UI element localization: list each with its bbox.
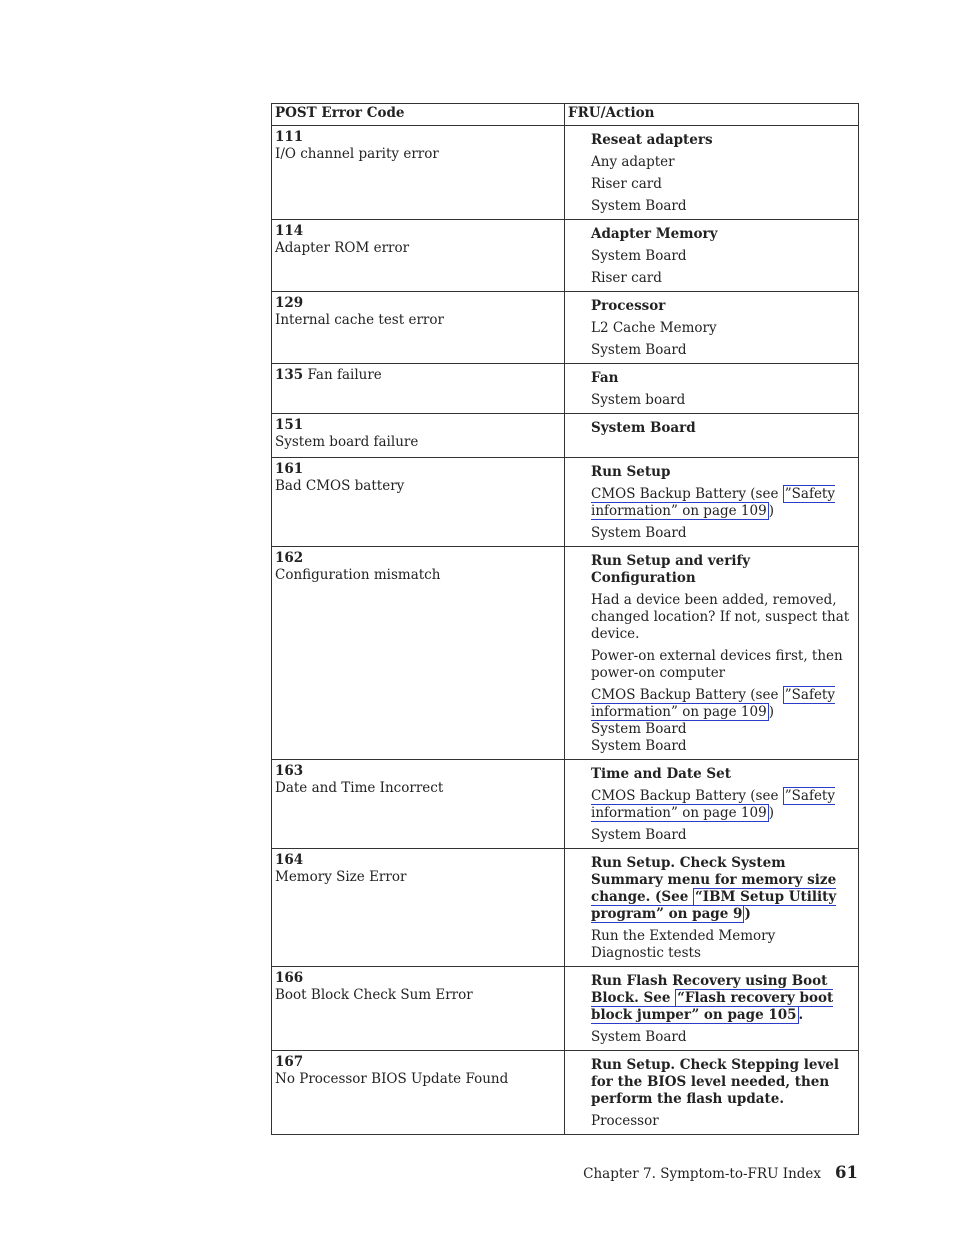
table-row [272,547,859,760]
fru-action-item [591,392,852,409]
fru-action-item [591,1057,852,1108]
table-row [272,760,859,849]
cross-reference-link[interactable]: “IBM Setup Utility program” on page 9 [591,889,837,922]
fru-action-item [591,1113,852,1130]
action-text: Reseat adapters [591,132,713,148]
column-header-code: POST Error Code [272,104,565,126]
fru-action-cell [565,849,859,967]
table-row [272,967,859,1051]
fru-action-item [591,370,852,387]
table-row [272,292,859,364]
action-text-suffix: ) [768,503,774,519]
action-text: System Board [591,525,687,541]
fru-action-item [591,176,852,193]
error-description: Configuration mismatch [275,567,441,583]
fru-action-item [591,553,852,587]
action-text: System Board [591,198,687,214]
action-text: System Board [591,420,696,436]
error-code-cell [272,760,565,849]
action-text: Run Setup and verify Configuration [591,553,751,586]
error-code: 166 [275,970,304,986]
error-code: 164 [275,852,304,868]
error-description: Memory Size Error [275,869,407,885]
cross-reference-link[interactable]: ”Safety information” on page 109 [591,687,835,720]
error-code: 135 [275,367,304,383]
error-code: 114 [275,223,304,239]
error-description: No Processor BIOS Update Found [275,1071,509,1087]
fru-action-item [591,320,852,337]
action-text: CMOS Backup Battery (see [591,788,783,804]
column-header-action: FRU/Action [565,104,859,126]
error-description: I/O channel parity error [275,146,439,162]
error-description: Boot Block Check Sum Error [275,987,473,1003]
error-code: 111 [275,129,304,145]
action-text: Processor [591,1113,659,1129]
fru-action-item [591,464,852,481]
action-text: Processor [591,298,666,314]
fru-action-cell [565,220,859,292]
error-code-cell [272,292,565,364]
table-row [272,364,859,414]
action-text: L2 Cache Memory [591,320,717,336]
action-text: System Board [591,721,687,737]
action-text: System Board [591,1029,687,1045]
fru-action-cell [565,126,859,220]
fru-action-cell [565,967,859,1051]
error-code-cell [272,849,565,967]
fru-action-item [591,738,852,755]
error-description: Date and Time Incorrect [275,780,444,796]
fru-action-item [591,226,852,243]
fru-action-cell [565,547,859,760]
error-code: 151 [275,417,304,433]
fru-action-item [591,270,852,287]
fru-action-item [591,721,852,738]
table-row [272,220,859,292]
fru-action-item [591,525,852,542]
post-error-table [271,103,859,1135]
error-description: Internal cache test error [275,312,444,328]
action-text: Adapter Memory [591,226,718,242]
table-row [272,458,859,547]
action-text: CMOS Backup Battery (see [591,486,783,502]
fru-action-item [591,132,852,149]
fru-action-cell [565,1051,859,1135]
action-text: Any adapter [591,154,675,170]
cross-reference-link[interactable]: ”Safety information” on page 109 [591,788,835,821]
fru-action-item [591,486,852,520]
error-code-cell [272,547,565,760]
action-text-suffix: ) [768,704,774,720]
error-code-cell [272,967,565,1051]
error-code-cell [272,414,565,458]
fru-action-cell [565,760,859,849]
action-text: System Board [591,248,687,264]
fru-action-item [591,298,852,315]
error-code: 167 [275,1054,304,1070]
fru-action-item [591,687,852,721]
error-description: System board failure [275,434,419,450]
fru-action-item [591,973,852,1024]
action-text: Run the Extended Memory Diagnostic tests [591,928,776,961]
action-text: Fan [591,370,619,386]
fru-action-item [591,342,852,359]
fru-action-item [591,928,852,962]
fru-action-item [591,154,852,171]
page-footer [583,1163,858,1182]
error-description: Fan failure [307,367,382,383]
page-number: 61 [835,1163,858,1182]
action-text: Riser card [591,176,662,192]
action-text-suffix: . [798,1007,804,1023]
error-code-cell [272,1051,565,1135]
action-text: CMOS Backup Battery (see [591,687,783,703]
table-row [272,1051,859,1135]
action-text: System Board [591,342,687,358]
fru-action-cell [565,292,859,364]
error-description: Bad CMOS battery [275,478,405,494]
error-code: 129 [275,295,304,311]
error-code-cell [272,364,565,414]
action-text-suffix: ) [744,906,751,922]
action-text: System board [591,392,686,408]
cross-reference-link[interactable]: ”Safety information” on page 109 [591,486,835,519]
error-code-cell [272,220,565,292]
error-code: 161 [275,461,304,477]
table-row [272,849,859,967]
table-body [272,126,859,1135]
action-text: Riser card [591,270,662,286]
fru-action-item [591,198,852,215]
action-text: System Board [591,827,687,843]
fru-action-item [591,248,852,265]
action-text: Run Setup. Check Stepping level for the BIOS level needed, then perform the flash update. [591,1057,840,1107]
fru-action-item [591,855,852,923]
action-text: Run Flash Recovery using Boot Block. See [591,973,828,1006]
action-text: Had a device been added, removed, changed location? If not, suspect that device. [591,592,850,642]
error-code-cell [272,126,565,220]
action-text: Run Setup [591,464,671,480]
chapter-title: Chapter 7. Symptom-to-FRU Index [583,1166,822,1182]
fru-action-item [591,788,852,822]
error-code: 162 [275,550,304,566]
action-text: Power-on external devices first, then power-on computer [591,648,843,681]
fru-action-item [591,648,852,682]
fru-action-item [591,420,852,437]
fru-action-cell [565,414,859,458]
cross-reference-link[interactable]: “Flash recovery boot block jumper” on page 105 [591,990,834,1023]
table-row [272,414,859,458]
error-code-cell [272,458,565,547]
action-text: Time and Date Set [591,766,732,782]
fru-action-item [591,1029,852,1046]
fru-action-item [591,827,852,844]
table-header-row [272,104,859,126]
error-code: 163 [275,763,304,779]
fru-action-cell [565,364,859,414]
fru-action-item [591,766,852,783]
fru-action-item [591,592,852,643]
error-description: Adapter ROM error [275,240,410,256]
table-row [272,126,859,220]
action-text: Run Setup. Check System Summary menu for memory size change. (See [591,855,837,905]
fru-action-cell [565,458,859,547]
action-text: System Board [591,738,687,754]
action-text-suffix: ) [768,805,774,821]
